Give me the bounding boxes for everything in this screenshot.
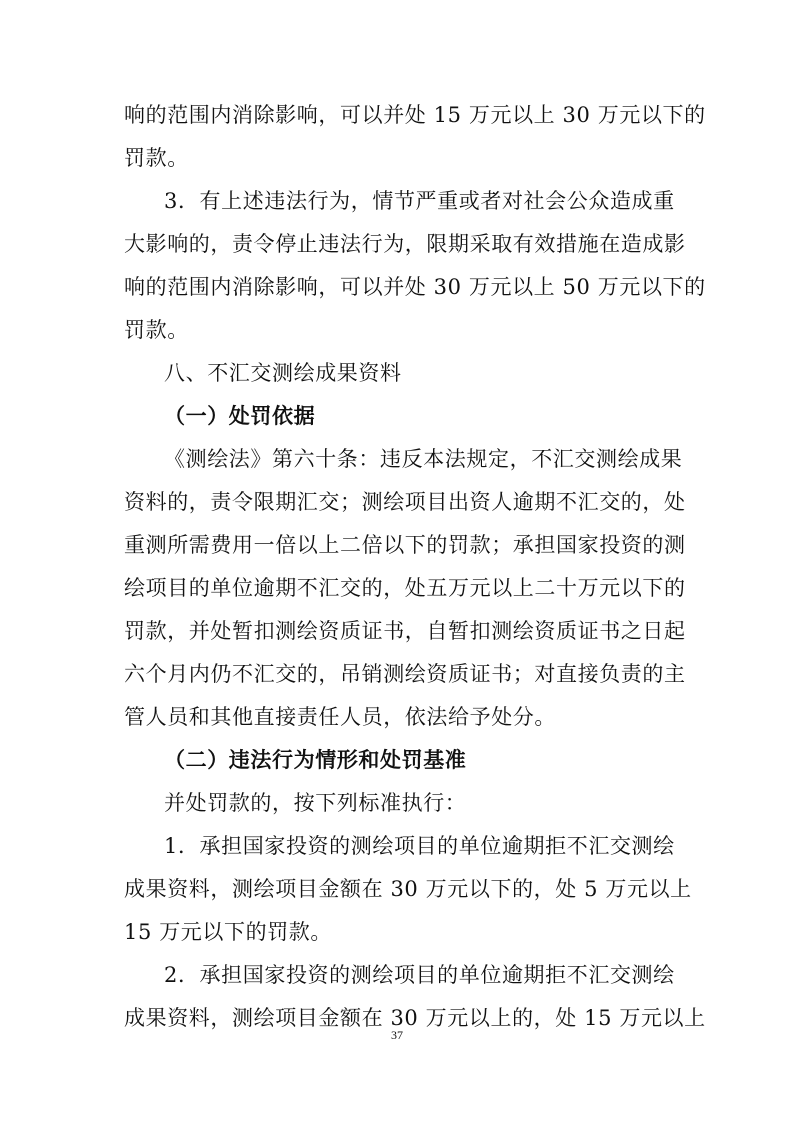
paragraph-line: 成果资料，测绘项目金额在 30 万元以上的，处 15 万元以上 (124, 1006, 706, 1030)
subsection-heading: （一）处罚依据 (164, 403, 316, 428)
paragraph-line: 绘项目的单位逾期不汇交的，处五万元以上二十万元以下的 (124, 576, 686, 600)
paragraph-line: 15 万元以下的罚款。 (124, 920, 332, 944)
paragraph-line: 成果资料，测绘项目金额在 30 万元以下的，处 5 万元以上 (124, 877, 692, 901)
section-heading: 八、不汇交测绘成果资料 (164, 361, 402, 385)
page-number: 37 (391, 1028, 403, 1042)
paragraph-line: 管人员和其他直接责任人员，依法给予处分。 (124, 705, 556, 729)
paragraph-line: 资料的，责令限期汇交；测绘项目出资人逾期不汇交的，处 (124, 490, 686, 514)
paragraph-line: 大影响的，责令停止违法行为，限期采取有效措施在造成影 (124, 232, 686, 256)
paragraph-line: 并处罚款的，按下列标准执行： (164, 791, 467, 815)
paragraph-line: 重测所需费用一倍以上二倍以下的罚款；承担国家投资的测 (124, 533, 686, 557)
paragraph-line: 3．有上述违法行为，情节严重或者对社会公众造成重 (164, 189, 675, 213)
paragraph-line: 罚款。 (124, 318, 189, 342)
paragraph-line: 响的范围内消除影响，可以并处 30 万元以上 50 万元以下的 (124, 275, 706, 299)
paragraph-line: 罚款，并处暂扣测绘资质证书，自暂扣测绘资质证书之日起 (124, 619, 686, 643)
paragraph-line: 罚款。 (124, 146, 189, 170)
subsection-heading: （二）违法行为情形和处罚基准 (164, 747, 467, 772)
paragraph-line: 六个月内仍不汇交的，吊销测绘资质证书；对直接负责的主 (124, 662, 686, 686)
paragraph-line: 《测绘法》第六十条：违反本法规定，不汇交测绘成果 (164, 447, 683, 471)
paragraph-line: 2．承担国家投资的测绘项目的单位逾期拒不汇交测绘 (164, 963, 675, 987)
paragraph-line: 1．承担国家投资的测绘项目的单位逾期拒不汇交测绘 (164, 834, 675, 858)
paragraph-line: 响的范围内消除影响，可以并处 15 万元以上 30 万元以下的 (124, 103, 706, 127)
